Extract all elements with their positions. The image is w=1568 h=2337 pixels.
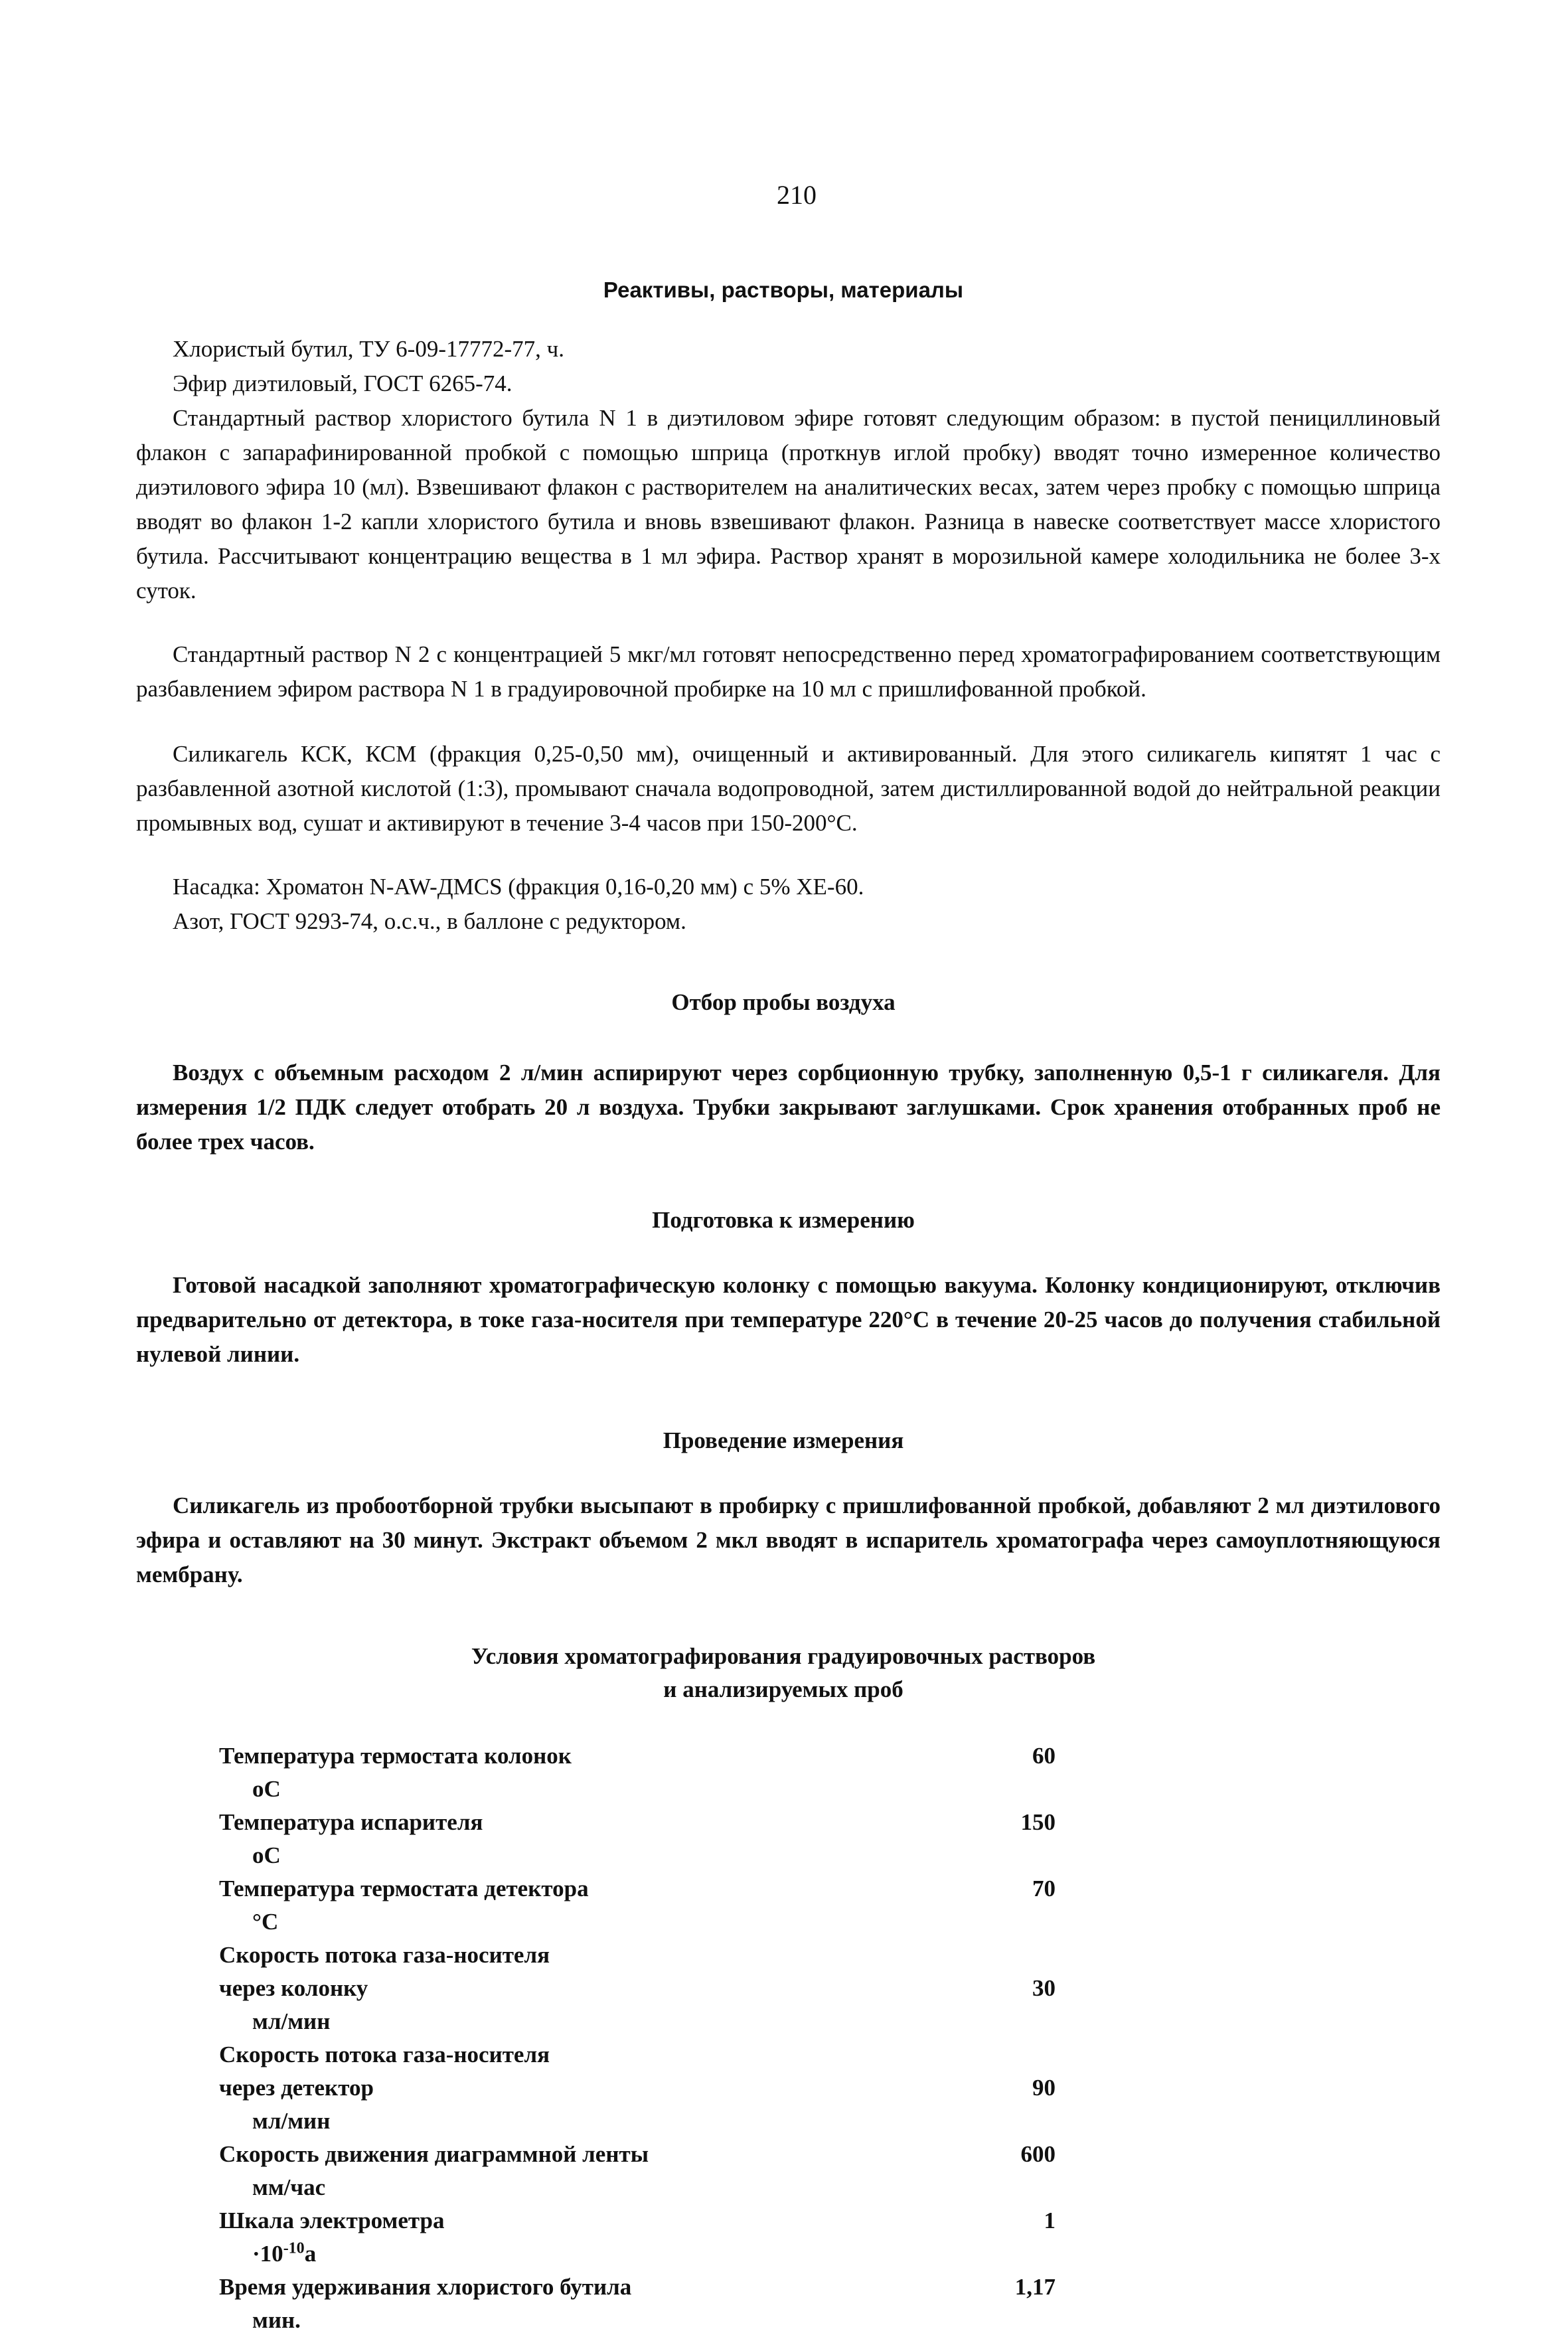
condition-value: 90 [1032, 2075, 1056, 2101]
conditions-heading-line1: Условия хроматографирования градуировочных растворов [471, 1643, 1096, 1669]
condition-unit: мл/мин [252, 2008, 331, 2034]
standard-solution-1-paragraph: Стандартный раствор хлористого бутила N 1 в диэтиловом эфире готовят следующим образом: в пустой пенициллиновый флакон с запарафинированной пробкой с помощью шприца (проткнув иглой пробку) вводят точно измеренное количество диэтилового эфира 10 (мл). Взвешивают флакон с растворителем на аналитических весах, затем через пробку с помощью шприца вводят во флакон 1-2 капли хлористого бутила и вновь взвешивают флакон. Разница в навеске соответствует массе хлористого бутила. Рассчитывают концентрацию вещества в 1 мл эфира. Раствор хранят в морозильной камере холодильника не более 3-х суток. [136, 405, 1441, 604]
condition-unit: мин. [252, 2307, 301, 2333]
condition-label: Шкала электрометра [219, 2208, 445, 2233]
preparation-heading: Подготовка к измерению [652, 1207, 915, 1233]
sampling-heading: Отбор пробы воздуха [671, 989, 896, 1015]
condition-row-column-flow [219, 1939, 1215, 2038]
condition-value: 1,17 [1014, 2274, 1056, 2300]
standard-solution-2-paragraph: Стандартный раствор N 2 с концентрацией 5 мкг/мл готовят непосредственно перед хроматографированием соответствующим разбавлением эфиром раствора N 1 в градуировочной пробирке на 10 мл с пришлифованной пробкой. [136, 641, 1441, 702]
conditions-table [219, 1739, 1215, 2337]
unit-suffix: а [304, 2241, 317, 2267]
unit-prefix: ·10 [252, 2241, 283, 2267]
measurement-heading: Проведение измерения [663, 1427, 904, 1453]
condition-label: Температура испарителя [219, 1809, 483, 1835]
condition-row-detector-flow [219, 2038, 1215, 2138]
sampling-paragraph: Воздух с объемным расходом 2 л/мин аспирируют через сорбционную трубку, заполненную 0,5-1 г силикагеля. Для измерения 1/2 ПДК следует отобрать 20 л воздуха. Трубки закрывают заглушками. Срок хранения отобранных проб не более трех часов. [136, 1060, 1441, 1155]
condition-unit: °С [252, 1909, 279, 1935]
condition-value: 70 [1032, 1876, 1056, 1901]
condition-unit: оС [252, 1842, 281, 1868]
condition-label-line2: через детектор [219, 2075, 374, 2101]
condition-label: Температура термостата колонок [219, 1743, 572, 1769]
condition-label: Скорость движения диаграммной ленты [219, 2141, 649, 2167]
condition-label: Время удерживания хлористого бутила [219, 2274, 632, 2300]
preparation-paragraph: Готовой насадкой заполняют хроматографическую колонку с помощью вакуума. Колонку кондиционируют, отключив предварительно от детектора, в токе газа-носителя при температуре 220°С в течение 20-25 часов до получения стабильной нулевой линии. [136, 1272, 1441, 1367]
condition-label-line2: через колонку [219, 1975, 368, 2001]
reagent-diethyl-ether: Эфир диэтиловый, ГОСТ 6265-74. [173, 370, 512, 396]
condition-label [219, 1939, 916, 2005]
nitrogen-paragraph: Азот, ГОСТ 9293-74, о.с.ч., в баллоне с редуктором. [173, 908, 686, 934]
condition-unit [219, 2237, 385, 2271]
condition-row-electrometer-scale [219, 2204, 1215, 2271]
condition-value: 30 [1032, 1975, 1056, 2001]
condition-value: 600 [1020, 2141, 1056, 2167]
reagents-heading: Реактивы, растворы, материалы [603, 278, 964, 302]
condition-row-column-temp [219, 1739, 1215, 1806]
condition-unit: мл/мин [252, 2108, 331, 2134]
conditions-heading-line2: и анализируемых проб [663, 1676, 903, 1702]
page-number: 210 [777, 180, 817, 210]
measurement-paragraph: Силикагель из пробоотборной трубки высыпают в пробирку с пришлифованной пробкой, добавляют 2 мл диэтилового эфира и оставляют на 30 минут. Экстракт объемом 2 мкл вводят в испаритель хроматографа через самоуплотняющуюся мембрану. [136, 1492, 1441, 1587]
condition-unit: оС [252, 1776, 281, 1802]
condition-label-line1: Скорость потока газа-носителя [219, 2042, 550, 2067]
condition-label [219, 2038, 916, 2105]
condition-unit: мм/час [252, 2174, 326, 2200]
unit-exponent: -10 [283, 2239, 305, 2257]
condition-row-retention-time [219, 2271, 1215, 2337]
condition-row-detector-temp [219, 1872, 1215, 1939]
silica-gel-paragraph: Силикагель КСК, КСМ (фракция 0,25-0,50 мм), очищенный и активированный. Для этого силикагель кипятят 1 час с разбавленной азотной кислотой (1:3), промывают сначала водопроводной, затем дистиллированной водой до нейтральной реакции промывных вод, сушат и активируют в течение 3-4 часов при 150-200°С. [136, 741, 1441, 836]
condition-value: 60 [1032, 1743, 1056, 1769]
packing-paragraph: Насадка: Хроматон N-AW-ДМСS (фракция 0,16-0,20 мм) с 5% ХЕ-60. [173, 874, 864, 900]
condition-value: 1 [1044, 2208, 1056, 2233]
condition-row-chart-speed [219, 2138, 1215, 2204]
condition-value: 150 [1020, 1809, 1056, 1835]
condition-row-evaporator-temp [219, 1806, 1215, 1872]
reagent-butyl-chloride: Хлористый бутил, ТУ 6-09-17772-77, ч. [173, 336, 564, 362]
condition-label: Температура термостата детектора [219, 1876, 589, 1901]
condition-label-line1: Скорость потока газа-носителя [219, 1942, 550, 1968]
